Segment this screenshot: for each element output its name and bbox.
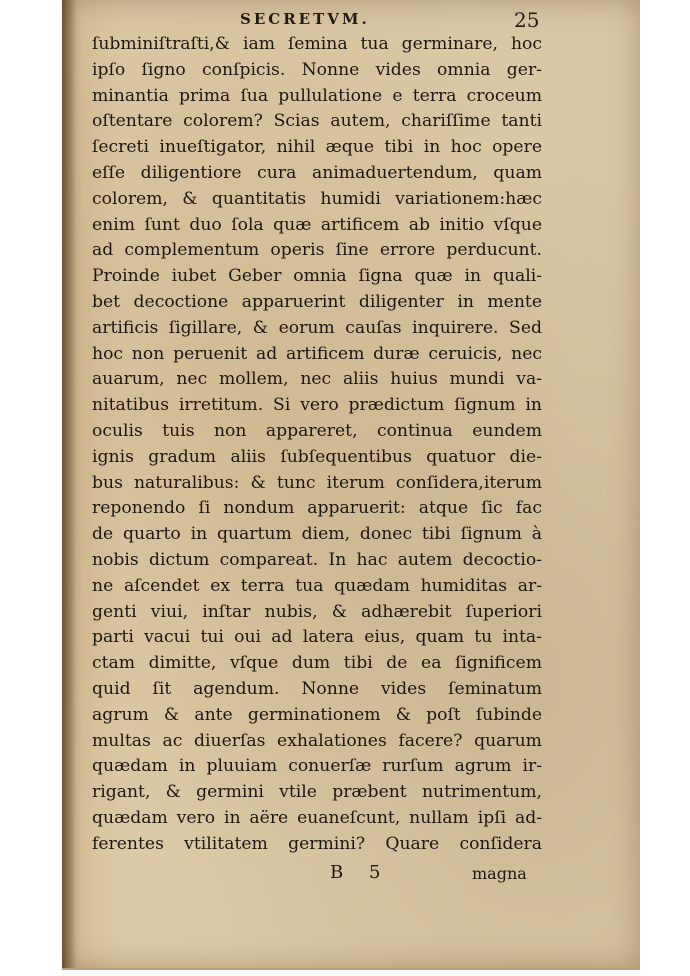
text-line: eſſe diligentiore cura animaduertendum, quam: [92, 162, 542, 183]
text-line: bus naturalibus: & tunc iterum conſidera,iterum: [92, 472, 542, 493]
body-text: [92, 32, 542, 858]
running-head: SECRETVM.: [240, 10, 370, 28]
text-line: nitatibus irretitum. Si vero prædictum ſignum in: [92, 395, 542, 416]
text-line: ſubminiſtraſti,& iam ſemina tua germinare, hoc: [92, 34, 542, 54]
text-line: ferentes vtilitatem germini? Quare conſidera: [92, 833, 542, 854]
text-line: colorem, & quantitatis humidi variationem:hæc: [92, 188, 542, 209]
text-line: nobis dictum compareat. In hac autem decoctio-: [92, 549, 542, 570]
text-line: oſtentare colorem? Scias autem, chariſſime tanti: [92, 111, 542, 132]
book-page-scan: [62, 0, 640, 968]
text-line: genti viui, inſtar nubis, & adhærebit ſuperiori: [92, 601, 542, 622]
text-line: ne aſcendet ex terra tua quædam humiditas ar-: [92, 575, 542, 596]
text-line: multas ac diuerſas exhalationes facere? quarum: [92, 730, 542, 751]
catchword: magna: [472, 864, 527, 883]
text-line: agrum & ante germinationem & poſt ſubinde: [92, 704, 542, 725]
signature-mark: B 5: [330, 862, 391, 883]
page-footer: [62, 858, 640, 888]
text-line: oculis tuis non appareret, continua eundem: [92, 420, 542, 441]
text-line: ipſo ſigno conſpicis. Nonne vides omnia ger-: [92, 59, 542, 80]
page-number: 25: [514, 8, 540, 32]
text-line: bet decoctione apparuerint diligenter in mente: [92, 291, 542, 312]
text-line: minantia prima ſua pullulatione e terra croceum: [92, 85, 542, 106]
text-line: enim ſunt duo ſola quæ artificem ab initio vſque: [92, 214, 542, 235]
page-bottom-edge: [62, 968, 640, 970]
text-line: de quarto in quartum diem, donec tibi ſignum à: [92, 524, 542, 545]
text-line: ignis gradum aliis ſubſequentibus quatuor die-: [92, 446, 542, 467]
text-line: Proinde iubet Geber omnia ſigna quæ in quali-: [92, 266, 542, 287]
text-line: artificis ſigillare, & eorum cauſas inquirere. Sed: [92, 317, 542, 338]
text-line: quædam vero in aëre euaneſcunt, nullam ipſi ad-: [92, 807, 542, 828]
text-line: parti vacui tui oui ad latera eius, quam tu inta-: [92, 627, 542, 648]
text-line: ctam dimitte, vſque dum tibi de ea ſignificem: [92, 653, 542, 674]
text-line: ſecreti inueſtigator, nihil æque tibi in hoc opere: [92, 137, 542, 158]
text-line: ad complementum operis ſine errore perducunt.: [92, 240, 542, 261]
text-line: quædam in pluuiam conuerſæ rurſum agrum ir-: [92, 756, 542, 777]
text-line: hoc non peruenit ad artificem duræ ceruicis, nec: [92, 343, 542, 364]
page-header: [62, 8, 640, 34]
text-line: rigant, & germini vtile præbent nutrimentum,: [92, 782, 542, 803]
text-line: auarum, nec mollem, nec aliis huius mundi va-: [92, 369, 542, 390]
spine-shadow: [62, 0, 76, 968]
text-line: reponendo ſi nondum apparuerit: atque ſic fac: [92, 498, 542, 519]
text-line: quid ſit agendum. Nonne vides ſeminatum: [92, 678, 542, 699]
